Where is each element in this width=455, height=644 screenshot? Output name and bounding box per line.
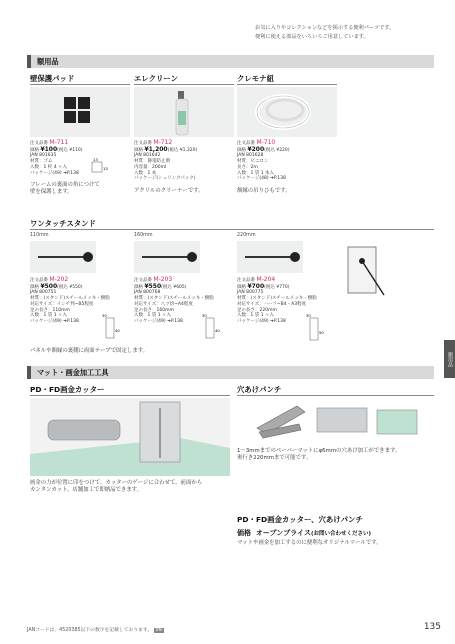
product-description: アクリルのクリーナーです。 xyxy=(134,188,204,194)
intro-text: お気に入りやコレクションなどを掲示する便利パーツです。 便利に使える部品をいろいろご用意しています。 xyxy=(255,25,395,40)
cleaner-image xyxy=(134,87,234,137)
punch-description: 1～3mmまでのペーパーマットにφ6mmの穴あけ加工ができます。 奥行き220mmまで可能です。 xyxy=(237,448,401,461)
svg-text:50: 50 xyxy=(319,330,324,335)
side-tab-frame-supplies: 額用品 xyxy=(444,340,455,378)
stand-specs: 注文品番 M-204 価格 ¥700(税込 ¥770) JAN 800775 材質：(スタンド)スチールメッキ・樹脂 対応サイズ：ハーフ~B4・A3程度 足の長さ：220mm 入数：1 袋 1 ヶ入 パッケージ(49) ➜P.138 xyxy=(237,276,317,324)
stand-dimension-diagram xyxy=(304,312,328,352)
svg-text:40: 40 xyxy=(115,328,120,333)
product-specs: 注文品番 M-711 価格 ¥100(税込 ¥110) JAN 801635 材質：ゴム 入数：1 枚 4 ヶ入 パッケージ(49) ➜P.138 xyxy=(30,139,83,176)
section-bar-tools xyxy=(27,366,434,379)
combo-price: 価格 オープンプライス(お問い合わせください) xyxy=(237,529,371,537)
svg-text:30: 30 xyxy=(306,313,311,318)
stand-image xyxy=(30,241,96,273)
product-title: エレクリーン xyxy=(134,74,179,83)
cutter-description: 画金の力が位置に印をつけて、カッターのゲージに合わせて、前面から カンタンカット。店舗加工で即納品できます。 xyxy=(30,480,203,493)
pad-image xyxy=(30,87,130,137)
svg-text:40: 40 xyxy=(215,328,220,333)
cutter-title: PD・FD画金カッター xyxy=(30,385,105,394)
stand-specs: 注文品番 M-202 価格 ¥500(税込 ¥550) JAN 800751 材質：(スタンド)スチールメッキ・樹脂 対応サイズ：インチ判~B5程度 足の長さ：110mm 入数：1 袋 1 ヶ入 パッケージ(49) ➜P.138 xyxy=(30,276,110,324)
stand-length: 220mm xyxy=(237,233,256,238)
stand-dimension-diagram xyxy=(200,312,224,352)
svg-text:13: 13 xyxy=(103,166,108,171)
product-specs: 注文品番 M-712 価格 ¥1,200(税込 ¥1,320) JAN 801642 材質：静電防止剤 内容量：200ml 入数：1 本 パッケージ(シュリンクパック) xyxy=(134,139,198,182)
product-description: 額縁の吊りひもです。 xyxy=(237,188,291,194)
page-number: 135 xyxy=(423,622,441,632)
product-description: フレームの裏面の角につけて 壁を保護します。 xyxy=(30,182,100,195)
stand-specs: 注文品番 M-203 価格 ¥550(税込 ¥605) JAN 800768 材質：(スタンド)スチールメッキ・樹脂 対応サイズ：八ツ切~A4程度 足の長さ：160mm 入数：1 袋 1 ヶ入 パッケージ(49) ➜P.138 xyxy=(134,276,214,324)
cord-image xyxy=(237,87,337,137)
stand-image xyxy=(237,241,303,273)
svg-text:30: 30 xyxy=(202,313,207,318)
stand-length: 160mm xyxy=(134,233,153,238)
stand-description: パネルや額縁の裏側に両面テープで固定します。 xyxy=(30,348,149,354)
section-title: マット・画金加工工具 xyxy=(37,368,109,377)
stand-dimension-diagram xyxy=(100,312,124,352)
pad-dimension-diagram xyxy=(88,158,108,180)
section-bar-frame-supplies xyxy=(27,55,434,68)
punch-title: 穴あけパンチ xyxy=(237,385,282,394)
combo-title: PD・FD画金カッター、穴あけパンチ xyxy=(237,515,363,524)
footer-note: JANコードは、4520385以下の数字を記載しております。 0N xyxy=(27,628,162,633)
stand-image xyxy=(134,241,200,273)
punch-image xyxy=(237,398,434,444)
product-title: クレモナ紐 xyxy=(237,74,274,83)
svg-text:13: 13 xyxy=(93,158,98,162)
cutter-image xyxy=(30,398,230,476)
combo-description: マットや画金を加工するのに便利なオリジナルツールです。 xyxy=(237,540,382,546)
stand-title: ワンタッチスタンド xyxy=(30,219,96,228)
product-title: 壁保護パッド xyxy=(30,74,75,83)
stand-length: 110mm xyxy=(30,233,49,238)
svg-text:30: 30 xyxy=(102,313,107,318)
stand-product-photo xyxy=(340,241,400,301)
section-title: 額用品 xyxy=(37,57,59,66)
product-specs: 注文品番 M-710 価格 ¥200(税込 ¥220) JAN 801628 材質：ビニロン 長さ：2m 入数：1 袋 1 本入 パッケージ(48) ➜P.138 xyxy=(237,139,290,182)
